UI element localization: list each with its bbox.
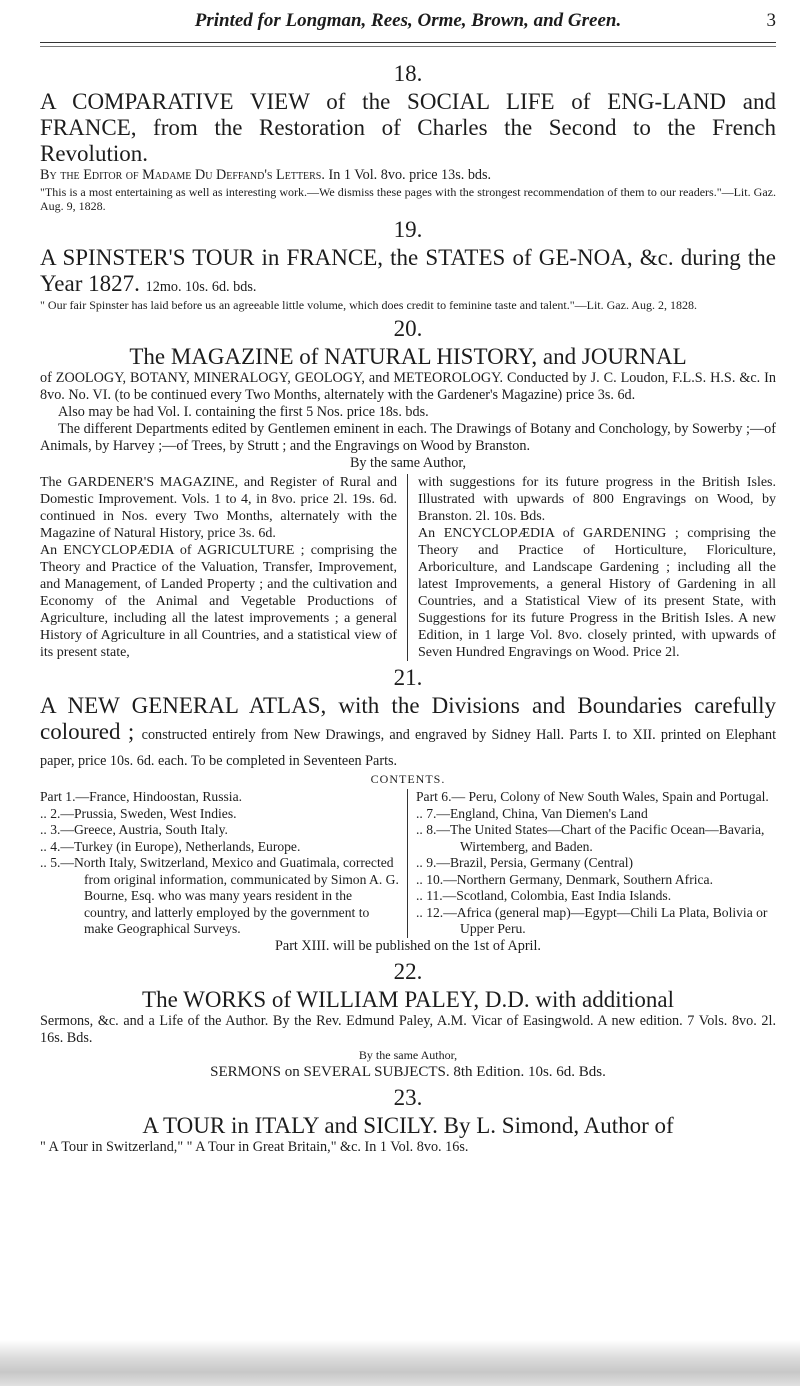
header-rule-thin (40, 46, 776, 47)
entry-number: 19. (393, 217, 423, 242)
entry-title: A NEW GENERAL ATLAS, with the Divisions and Boundaries carefully coloured ; (40, 693, 776, 744)
page-header (40, 2, 776, 42)
entry-info: In 1 Vol. 8vo. price 13s. bds. (328, 167, 492, 183)
entry-quote: "This is a most entertaining as well as interesting work.—We dismiss these pages with the strongest recommendation of them to our readers."—Lit. Gaz. Aug. 9, 1828. (40, 185, 776, 213)
entry-title-block (40, 245, 776, 297)
contents-item: .. 2.—Prussia, Sweden, West Indies. (40, 805, 237, 821)
contents-item: .. 12.—Africa (general map)—Egypt—Chili La Plata, Bolivia or Upper Peru. (416, 904, 768, 936)
entry-22 (40, 959, 776, 1081)
entry-23 (40, 1085, 776, 1156)
agriculture-encyclopaedia-text: An ENCYCLOPÆDIA of AGRICULTURE ; comprising the Theory and Practice of the Valuation, Transfer, Improvement, and Management, of Landed Property ; and the cultivation and Economy of the Animal and Vegetable Productions of Agriculture, including all the latest improvements ; a general History of Agriculture in all Countries, and a statistical view of its present state, (40, 543, 397, 660)
entry-info: 12mo. 10s. 6d. bds. (145, 279, 257, 295)
entry-body: constructed entirely from New Drawings, and engraved by Sidney Hall. Parts I. to XII. printed on Elephant paper, price 10s. 6d. each. To be completed in Seventeen Parts. (40, 727, 777, 769)
same-author-label: By the same Author, (358, 1047, 458, 1062)
publication-note: Part XIII. will be published on the 1st of April. (275, 937, 541, 954)
two-column-block (40, 474, 776, 661)
gardeners-magazine-text: The GARDENER'S MAGAZINE, and Register of Rural and Domestic Improvement. Vols. 1 to 4, in 8vo. price 2l. 19s. 6d. continued in Nos. every Two Months, alternately with the Magazine of Natural History, price 3s. 6d. (40, 475, 397, 541)
entry-body: " A Tour in Switzerland," " A Tour in Great Britain," &c. In 1 Vol. 8vo. 16s. (40, 1138, 469, 1155)
sermons-line: SERMONS on SEVERAL SUBJECTS. 8th Edition. 10s. 6d. Bds. (210, 1063, 606, 1080)
agriculture-continued-text: with suggestions for its future progress in the British Isles. Illustrated with upwards of 800 Engravings on Wood, by Branston. 2l. 10s. Bds. (418, 475, 776, 524)
entry-title: A TOUR in ITALY and SICILY. By L. Simond, Author of (142, 1112, 674, 1138)
same-author-label: By the same Author, (349, 455, 467, 471)
left-column (40, 474, 408, 661)
contents-right-column (408, 789, 776, 938)
entry-18 (40, 61, 776, 213)
entry-number: 18. (393, 61, 423, 86)
entry-title: The WORKS of WILLIAM PALEY, D.D. with additional (142, 986, 674, 1012)
right-column (408, 474, 776, 661)
entry-details (40, 167, 776, 184)
entry-21 (40, 665, 776, 955)
contents-item: .. 10.—Northern Germany, Denmark, Southern Africa. (416, 871, 713, 887)
contents-item: .. 7.—England, China, Van Diemen's Land (416, 805, 648, 821)
contents-item: .. 3.—Greece, Austria, South Italy. (40, 822, 228, 837)
gardening-encyclopaedia-text: An ENCYCLOPÆDIA of GARDENING ; comprising the Theory and Practice of Horticulture, Floriculture, Arboriculture, and Landscape Gardening ; including all the latest Improvements, a general History of Gardening in all Countries, and a Statistical View of its present State, with Suggestions for its future Progress in the British Isles. A new Edition, in 1 large Vol. 8vo. closely printed, with upwards of Seven Hundred Engravings on Wood. Price 2l. (418, 526, 776, 660)
entry-title: A SPINSTER'S TOUR in FRANCE, the STATES of GE-NOA, &c. during the Year 1827. (40, 245, 776, 296)
header-rule (40, 42, 776, 43)
entry-byline: By the Editor of Madame Du Deffand's Letters. (40, 167, 325, 183)
entry-body: of ZOOLOGY, BOTANY, MINERALOGY, GEOLOGY, and METEOROLOGY. Conducted by J. C. Loudon, F.L.S. H.S. &c. In 8vo. No. VI. (to be continued every Two Months, alternately with the Gardener's Magazine) price 3s. 6d. (40, 370, 776, 403)
entry-title: The MAGAZINE of NATURAL HISTORY, and JOURNAL (129, 344, 687, 369)
entry-19 (40, 217, 776, 312)
entry-20 (40, 316, 776, 661)
contents-item: Part 1.—France, Hindoostan, Russia. (40, 789, 242, 804)
entry-number: 23. (393, 1084, 423, 1110)
contents-item: .. 9.—Brazil, Persia, Germany (Central) (416, 855, 634, 870)
contents-item: .. 4.—Turkey (in Europe), Netherlands, Europe. (40, 838, 301, 854)
contents-list (40, 789, 776, 938)
entry-number: 20. (393, 316, 423, 341)
contents-item: .. 5.—North Italy, Switzerland, Mexico and Guatimala, corrected from original information, communicated by Simon A. G. Bourne, Esq. who was many years resident in the country, and latterly employed by the government to make Geographical Surveys. (40, 855, 399, 936)
entry-title: A COMPARATIVE VIEW of the SOCIAL LIFE of ENG-LAND and FRANCE, from the Restoration of Charles the Second to the French Revolution. (40, 89, 776, 166)
entry-body-3: The different Departments edited by Gentlemen eminent in each. The Drawings of Botany and Conchology, by Sowerby ;—of Animals, by Harvey ;—of Trees, by Strutt ; and the Engravings on Wood by Branston. (40, 421, 776, 454)
catalogue-page (40, 0, 776, 1156)
contents-item: .. 8.—The United States—Chart of the Pacific Ocean—Bavaria, Wirtemberg, and Baden. (416, 822, 765, 854)
entry-quote: " Our fair Spinster has laid before us an agreeable little volume, which does credit to feminine taste and talent."—Lit. Gaz. Aug. 2, 1828. (40, 298, 697, 312)
header-text: Printed for Longman, Rees, Orme, Brown, and Green. (194, 10, 622, 31)
entry-title-block (40, 693, 776, 771)
contents-item: Part 6.— Peru, Colony of New South Wales, Spain and Portugal. (416, 789, 769, 804)
page-edge-shadow (0, 1340, 800, 1386)
contents-left-column (40, 789, 408, 938)
entry-number: 22. (393, 958, 423, 984)
entry-body-2: Also may be had Vol. I. containing the first 5 Nos. price 18s. bds. (58, 404, 429, 420)
entry-body: Sermons, &c. and a Life of the Author. By the Rev. Edmund Paley, A.M. Vicar of Easingwold. A new edition. 7 Vols. 8vo. 2l. 16s. Bds. (40, 1012, 776, 1046)
contents-item: .. 11.—Scotland, Colombia, East India Islands. (416, 888, 672, 903)
page-number: 3 (766, 10, 776, 31)
entry-number: 21. (393, 665, 423, 690)
contents-label: CONTENTS. (370, 772, 446, 786)
